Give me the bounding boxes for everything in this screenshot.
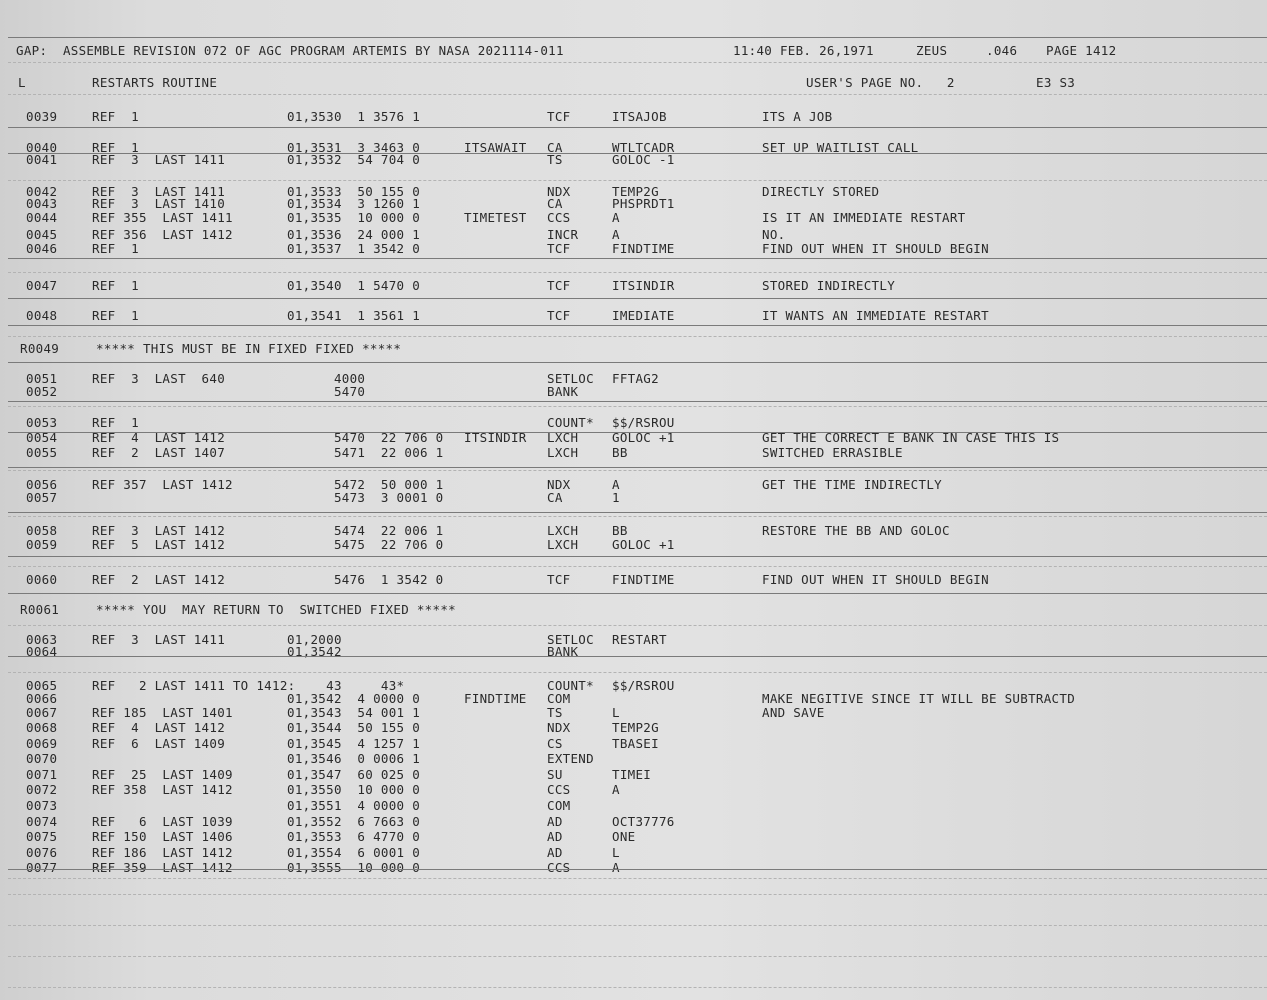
line-number: 0076 [26, 845, 58, 860]
listing-row [0, 706, 1267, 720]
line-number: 0055 [26, 445, 58, 460]
line-number: 0043 [26, 196, 58, 211]
comment: DIRECTLY STORED [762, 184, 880, 199]
opcode: LXCH [547, 445, 579, 460]
operand: A [612, 227, 620, 242]
operand: ITSAJOB [612, 109, 667, 124]
listing-row [0, 603, 1267, 617]
listing-row [0, 279, 1267, 293]
address-code: 01,3541 1 3561 1 [287, 308, 421, 323]
comment: MAKE NEGITIVE SINCE IT WILL BE SUBTRACTD [762, 691, 1076, 706]
reference: REF 150 LAST 1406 [92, 829, 233, 844]
opcode: TCF [547, 241, 571, 256]
listing-row [0, 846, 1267, 860]
reference: REF 4 LAST 1412 [92, 720, 226, 735]
line-number: 0065 [26, 678, 58, 693]
reference: REF 357 LAST 1412 [92, 477, 233, 492]
address-code: 5472 50 000 1 [287, 477, 444, 492]
host-name: ZEUS [916, 43, 948, 58]
opcode: TS [547, 152, 563, 167]
address-code: 5470 [287, 384, 366, 399]
address-code: 01,3534 3 1260 1 [287, 196, 421, 211]
address-code: 01,3540 1 5470 0 [287, 278, 421, 293]
opcode: AD [547, 829, 563, 844]
reference: REF 185 LAST 1401 [92, 705, 233, 720]
operand: IMEDIATE [612, 308, 675, 323]
address-code: 01,3544 50 155 0 [287, 720, 421, 735]
divider [8, 878, 1267, 879]
opcode: LXCH [547, 430, 579, 445]
opcode: SU [547, 767, 563, 782]
address-code: 01,3537 1 3542 0 [287, 241, 421, 256]
timestamp: 11:40 FEB. 26,1971 [733, 43, 874, 58]
row-rule [8, 258, 1267, 259]
symbol-label: ITSAWAIT [464, 140, 527, 155]
row-rule [8, 298, 1267, 299]
line-number: 0072 [26, 782, 58, 797]
address-code: 5471 22 006 1 [287, 445, 444, 460]
address-code: 01,3552 6 7663 0 [287, 814, 421, 829]
line-number: 0067 [26, 705, 58, 720]
line-number: 0045 [26, 227, 58, 242]
listing-row [0, 783, 1267, 797]
divider [8, 336, 1267, 337]
listing-row [0, 197, 1267, 211]
opcode: TS [547, 705, 563, 720]
reference: REF 1 [92, 415, 139, 430]
reference: REF 359 LAST 1412 [92, 860, 233, 875]
operand: RESTART [612, 632, 667, 647]
opcode: LXCH [547, 523, 579, 538]
reference: REF 4 LAST 1412 [92, 430, 226, 445]
divider [8, 94, 1267, 95]
address-code: 43 43* [287, 678, 405, 693]
reference: ***** THIS MUST BE IN FIXED FIXED ***** [96, 341, 402, 356]
listing-row [0, 431, 1267, 445]
line-number: 0046 [26, 241, 58, 256]
run-number: .046 [986, 43, 1018, 58]
line-number: 0047 [26, 278, 58, 293]
comment: GET THE TIME INDIRECTLY [762, 477, 942, 492]
comment: ITS A JOB [762, 109, 833, 124]
reference: REF 6 LAST 1039 [92, 814, 233, 829]
listing-row [0, 446, 1267, 460]
reference: REF 355 LAST 1411 [92, 210, 233, 225]
listing-row [0, 538, 1267, 552]
line-number: 0054 [26, 430, 58, 445]
row-rule [8, 593, 1267, 594]
opcode: NDX [547, 184, 571, 199]
address-code: 01,3553 6 4770 0 [287, 829, 421, 844]
reference: REF 3 LAST 640 [92, 371, 226, 386]
page-number: PAGE 1412 [1046, 43, 1117, 58]
address-code: 01,3555 10 000 0 [287, 860, 421, 875]
operand: TIMEI [612, 767, 652, 782]
comment: SET UP WAITLIST CALL [762, 140, 919, 155]
listing-row [0, 228, 1267, 242]
address-code: 01,3550 10 000 0 [287, 782, 421, 797]
operand: ITSINDIR [612, 278, 675, 293]
comment: FIND OUT WHEN IT SHOULD BEGIN [762, 241, 989, 256]
reference: REF 2 LAST 1412 [92, 572, 226, 587]
listing-row [0, 830, 1267, 844]
listing-row [0, 242, 1267, 256]
symbol-label: FINDTIME [464, 691, 527, 706]
address-code: 01,3542 [287, 644, 342, 659]
line-number: R0061 [20, 602, 60, 617]
reference: REF 3 LAST 1411 [92, 632, 226, 647]
divider [8, 272, 1267, 273]
line-number: 0040 [26, 140, 58, 155]
comment: FIND OUT WHEN IT SHOULD BEGIN [762, 572, 989, 587]
opcode: TCF [547, 572, 571, 587]
reference: REF 1 [92, 109, 139, 124]
operand: GOLOC -1 [612, 152, 675, 167]
comment: STORED INDIRECTLY [762, 278, 896, 293]
opcode: COM [547, 798, 571, 813]
line-number: 0063 [26, 632, 58, 647]
top-rule [8, 37, 1267, 38]
address-code: 01,3545 4 1257 1 [287, 736, 421, 751]
listing-row [0, 211, 1267, 225]
line-number: 0039 [26, 109, 58, 124]
symbol-label: ITSINDIR [464, 430, 527, 445]
row-rule [8, 467, 1267, 468]
listing-row [0, 573, 1267, 587]
divider [8, 894, 1267, 895]
opcode: CCS [547, 210, 571, 225]
line-number: 0073 [26, 798, 58, 813]
comment: NO. [762, 227, 786, 242]
line-number: 0052 [26, 384, 58, 399]
line-number: 0069 [26, 736, 58, 751]
line-number: 0077 [26, 860, 58, 875]
assembly-title: GAP: ASSEMBLE REVISION 072 OF AGC PROGRAM ARTEMIS BY NASA 2021114-011 [16, 43, 564, 58]
row-rule [8, 512, 1267, 513]
opcode: SETLOC [547, 371, 594, 386]
opcode: CA [547, 140, 563, 155]
address-code: 01,3530 1 3576 1 [287, 109, 421, 124]
operand: FINDTIME [612, 241, 675, 256]
opcode: SETLOC [547, 632, 594, 647]
listing-row [0, 861, 1267, 875]
row-rule [8, 127, 1267, 128]
operand: L [612, 705, 620, 720]
reference: REF 25 LAST 1409 [92, 767, 233, 782]
line-number: 0053 [26, 415, 58, 430]
row-rule [8, 432, 1267, 433]
operand: $$/RSROU [612, 415, 675, 430]
address-code: 01,3533 50 155 0 [287, 184, 421, 199]
opcode: TCF [547, 109, 571, 124]
address-code: 01,2000 [287, 632, 342, 647]
comment: SWITCHED ERRASIBLE [762, 445, 903, 460]
divider [8, 925, 1267, 926]
address-code: 01,3531 3 3463 0 [287, 140, 421, 155]
listing-row [0, 385, 1267, 399]
reference: REF 1 [92, 241, 139, 256]
opcode: CCS [547, 782, 571, 797]
row-rule [8, 556, 1267, 557]
operand: A [612, 477, 620, 492]
row-rule [8, 362, 1267, 363]
listing-row [0, 372, 1267, 386]
divider [8, 566, 1267, 567]
reference: REF 2 LAST 1407 [92, 445, 226, 460]
divider [8, 62, 1267, 63]
operand: WTLTCADR [612, 140, 675, 155]
address-code: 01,3543 54 001 1 [287, 705, 421, 720]
address-code: 01,3542 4 0000 0 [287, 691, 421, 706]
address-code: 5473 3 0001 0 [287, 490, 444, 505]
row-rule [8, 401, 1267, 402]
address-code: 5470 22 706 0 [287, 430, 444, 445]
listing-row [0, 524, 1267, 538]
reference: REF 1 [92, 278, 139, 293]
page-header [0, 44, 1267, 58]
reference: REF 3 LAST 1410 [92, 196, 226, 211]
address-code: 5474 22 006 1 [287, 523, 444, 538]
opcode: NDX [547, 720, 571, 735]
address-code: 01,3546 0 0006 1 [287, 751, 421, 766]
opcode: COM [547, 691, 571, 706]
operand: L [612, 845, 620, 860]
listing-row [0, 768, 1267, 782]
sub-header [0, 76, 1267, 90]
line-number: 0068 [26, 720, 58, 735]
opcode: CS [547, 736, 563, 751]
reference: ***** YOU MAY RETURN TO SWITCHED FIXED ***** [96, 602, 456, 617]
divider [8, 987, 1267, 988]
section-code: E3 S3 [1036, 75, 1076, 90]
listing-row [0, 815, 1267, 829]
opcode: AD [547, 845, 563, 860]
opcode: CCS [547, 860, 571, 875]
divider [8, 956, 1267, 957]
opcode: NDX [547, 477, 571, 492]
comment: AND SAVE [762, 705, 825, 720]
operand: PHSPRDT1 [612, 196, 675, 211]
line-number: 0057 [26, 490, 58, 505]
divider [8, 672, 1267, 673]
divider [8, 406, 1267, 407]
line-number: 0064 [26, 644, 58, 659]
comment: IT WANTS AN IMMEDIATE RESTART [762, 308, 989, 323]
divider [8, 625, 1267, 626]
line-number: 0070 [26, 751, 58, 766]
line-number: 0044 [26, 210, 58, 225]
routine-title: RESTARTS ROUTINE [92, 75, 218, 90]
line-number: 0048 [26, 308, 58, 323]
opcode: BANK [547, 644, 579, 659]
line-number: R0049 [20, 341, 60, 356]
operand: OCT37776 [612, 814, 675, 829]
operand: FINDTIME [612, 572, 675, 587]
operand: BB [612, 445, 628, 460]
address-code: 4000 [287, 371, 366, 386]
line-number: 0074 [26, 814, 58, 829]
operand: BB [612, 523, 628, 538]
opcode: TCF [547, 308, 571, 323]
opcode: TCF [547, 278, 571, 293]
symbol-label: TIMETEST [464, 210, 527, 225]
address-code: 01,3532 54 704 0 [287, 152, 421, 167]
listing-row [0, 679, 1267, 693]
listing-row [0, 478, 1267, 492]
line-number: 0051 [26, 371, 58, 386]
opcode: CA [547, 490, 563, 505]
listing-row [0, 309, 1267, 323]
reference: REF 358 LAST 1412 [92, 782, 233, 797]
opcode: LXCH [547, 537, 579, 552]
operand: TEMP2G [612, 184, 659, 199]
reference: REF 1 [92, 140, 139, 155]
opcode: INCR [547, 227, 579, 242]
reference: REF 3 LAST 1412 [92, 523, 226, 538]
reference: REF 3 LAST 1411 [92, 152, 226, 167]
operand: $$/RSROU [612, 678, 675, 693]
opcode: COUNT* [547, 415, 594, 430]
listing-row [0, 416, 1267, 430]
comment: GET THE CORRECT E BANK IN CASE THIS IS [762, 430, 1060, 445]
row-rule [8, 656, 1267, 657]
operand: ONE [612, 829, 636, 844]
address-code: 01,3547 60 025 0 [287, 767, 421, 782]
column-l-label: L [18, 75, 26, 90]
reference: REF 186 LAST 1412 [92, 845, 233, 860]
line-number: 0066 [26, 691, 58, 706]
divider [8, 470, 1267, 471]
line-number: 0058 [26, 523, 58, 538]
line-number: 0059 [26, 537, 58, 552]
reference: REF 2 LAST 1411 TO 1412: [92, 678, 296, 693]
reference: REF 356 LAST 1412 [92, 227, 233, 242]
operand: FFTAG2 [612, 371, 659, 386]
opcode: COUNT* [547, 678, 594, 693]
listing-row [0, 110, 1267, 124]
operand: 1 [612, 490, 620, 505]
reference: REF 1 [92, 308, 139, 323]
opcode: AD [547, 814, 563, 829]
opcode: BANK [547, 384, 579, 399]
reference: REF 3 LAST 1411 [92, 184, 226, 199]
listing-row [0, 799, 1267, 813]
operand: GOLOC +1 [612, 430, 675, 445]
address-code: 5476 1 3542 0 [287, 572, 444, 587]
comment: RESTORE THE BB AND GOLOC [762, 523, 950, 538]
listing-row [0, 491, 1267, 505]
comment: IS IT AN IMMEDIATE RESTART [762, 210, 966, 225]
operand: GOLOC +1 [612, 537, 675, 552]
line-number: 0060 [26, 572, 58, 587]
users-page-label: USER'S PAGE NO. 2 [806, 75, 955, 90]
listing-row [0, 752, 1267, 766]
operand: A [612, 782, 620, 797]
reference: REF 5 LAST 1412 [92, 537, 226, 552]
operand: A [612, 210, 620, 225]
row-rule [8, 153, 1267, 154]
line-number: 0041 [26, 152, 58, 167]
listing-row [0, 342, 1267, 356]
row-rule [8, 869, 1267, 870]
listing-row [0, 153, 1267, 167]
line-number: 0071 [26, 767, 58, 782]
line-number: 0075 [26, 829, 58, 844]
listing-row [0, 737, 1267, 751]
listing-row [0, 721, 1267, 735]
divider [8, 516, 1267, 517]
address-code: 01,3536 24 000 1 [287, 227, 421, 242]
row-rule [8, 325, 1267, 326]
divider [8, 180, 1267, 181]
operand: TBASEI [612, 736, 659, 751]
operand: A [612, 860, 620, 875]
opcode: EXTEND [547, 751, 594, 766]
line-number: 0056 [26, 477, 58, 492]
address-code: 5475 22 706 0 [287, 537, 444, 552]
address-code: 01,3535 10 000 0 [287, 210, 421, 225]
opcode: CA [547, 196, 563, 211]
line-number: 0042 [26, 184, 58, 199]
listing-row [0, 692, 1267, 706]
operand: TEMP2G [612, 720, 659, 735]
address-code: 01,3551 4 0000 0 [287, 798, 421, 813]
reference: REF 6 LAST 1409 [92, 736, 226, 751]
address-code: 01,3554 6 0001 0 [287, 845, 421, 860]
